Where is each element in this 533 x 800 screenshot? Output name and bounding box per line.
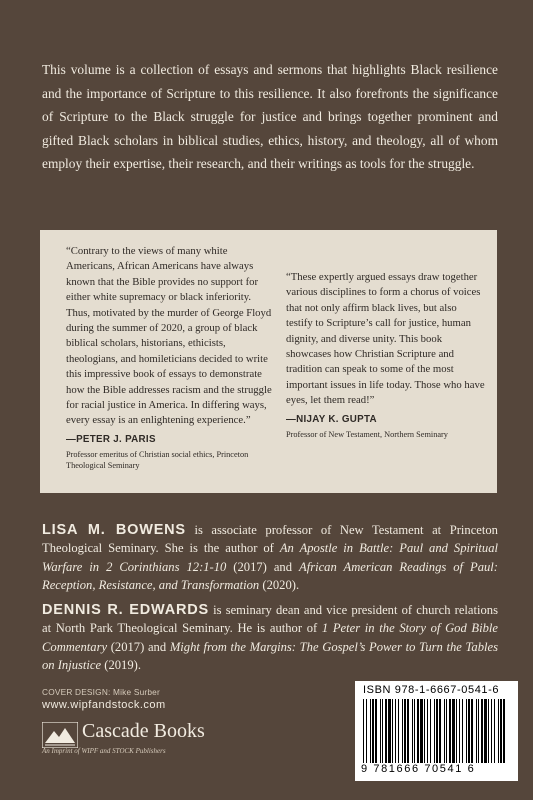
publisher-website: www.wipfandstock.com — [42, 699, 166, 711]
bio-text: (2019). — [101, 657, 141, 672]
endorser-title: Professor emeritus of Christian social ethics, Princeton Theological Seminary — [66, 450, 249, 471]
barcode-digits: 9 781666 70541 6 — [361, 763, 476, 775]
publisher-name: Cascade Books — [82, 720, 205, 742]
endorsement-gupta — [286, 270, 486, 440]
publisher-tagline: An Imprint of WIPF and STOCK Publishers — [42, 747, 166, 755]
endorsements-panel — [40, 230, 497, 493]
author-bio-edwards — [42, 601, 498, 674]
barcode-bars — [361, 699, 511, 763]
author-name: DENNIS R. EDWARDS — [42, 602, 210, 618]
endorsement-quote: “These expertly argued essays draw together various disciplines to form a chorus of voices that not only affirm black lives, but also testify to Scripture’s call for justice, human dignity, and diverse unity. This book showcases how Christian Scripture and tradition can speak to some of the most important issues in life today. Those who have eyes, let them read!” — [286, 271, 485, 407]
endorsement-quote: “Contrary to the views of many white Americans, African Americans have always known that the Bible provides no support for either white supremacy or black inferiority. Thus, motivated by the murder of George Floyd during the summer of 2020, a group of black biblical scholars, historians, ethicists, theologians, and homileticians decided to write this impressive book of essays to demonstrate how the Bible addresses racism and the struggle for racial justice in America. In differing ways, every essay is an enlightening experience.” — [66, 245, 272, 427]
author-name: LISA M. BOWENS — [42, 522, 186, 538]
book-title: 1 Peter in the Story of God Bible Commentary — [42, 621, 499, 654]
book-title: Might from the Margins: The Gospel’s Power to Turn the Tables on Injustice — [42, 639, 498, 672]
isbn-barcode — [355, 681, 518, 781]
isbn-label: ISBN 978-1-6667-0541-6 — [363, 684, 500, 696]
bio-text: is associate professor of New Testament at Princeton Theological Seminary. She is the author of — [42, 523, 498, 556]
book-title: African American Readings of Paul: Reception, Resistance, and Transformation — [42, 559, 498, 592]
endorser-name: —PETER J. PARIS — [66, 433, 156, 445]
book-description: This volume is a collection of essays and sermons that highlights Black resilience and the importance of Scripture to this resilience. It also forefronts the significance of Scripture to the Black struggle for justice and brings together prominent and gifted Black scholars in biblical studies, ethics, history, and theology, all of whom employ their expertise, their research, and their writings as tools for the struggle. — [42, 62, 498, 171]
bio-text: (2020). — [259, 577, 300, 592]
cover-design-credit: COVER DESIGN: Mike Surber — [42, 687, 160, 697]
publisher-logo — [42, 720, 232, 762]
author-bio-bowens — [42, 521, 498, 594]
bio-text: (2017) and — [107, 639, 170, 654]
endorsement-paris — [66, 244, 274, 471]
mountain-logo-icon — [42, 722, 78, 748]
book-title: An Apostle in Battle: Paul and Spiritual Warfare in 2 Corinthians 12:1-10 — [42, 541, 498, 574]
endorser-title: Professor of New Testament, Northern Seminary — [286, 430, 448, 440]
bio-text: is seminary dean and vice president of church relations at North Park Theological Seminary. He is author of — [42, 603, 498, 636]
endorser-name: —NIJAY K. GUPTA — [286, 413, 377, 425]
bio-text: (2017) and — [226, 559, 299, 574]
